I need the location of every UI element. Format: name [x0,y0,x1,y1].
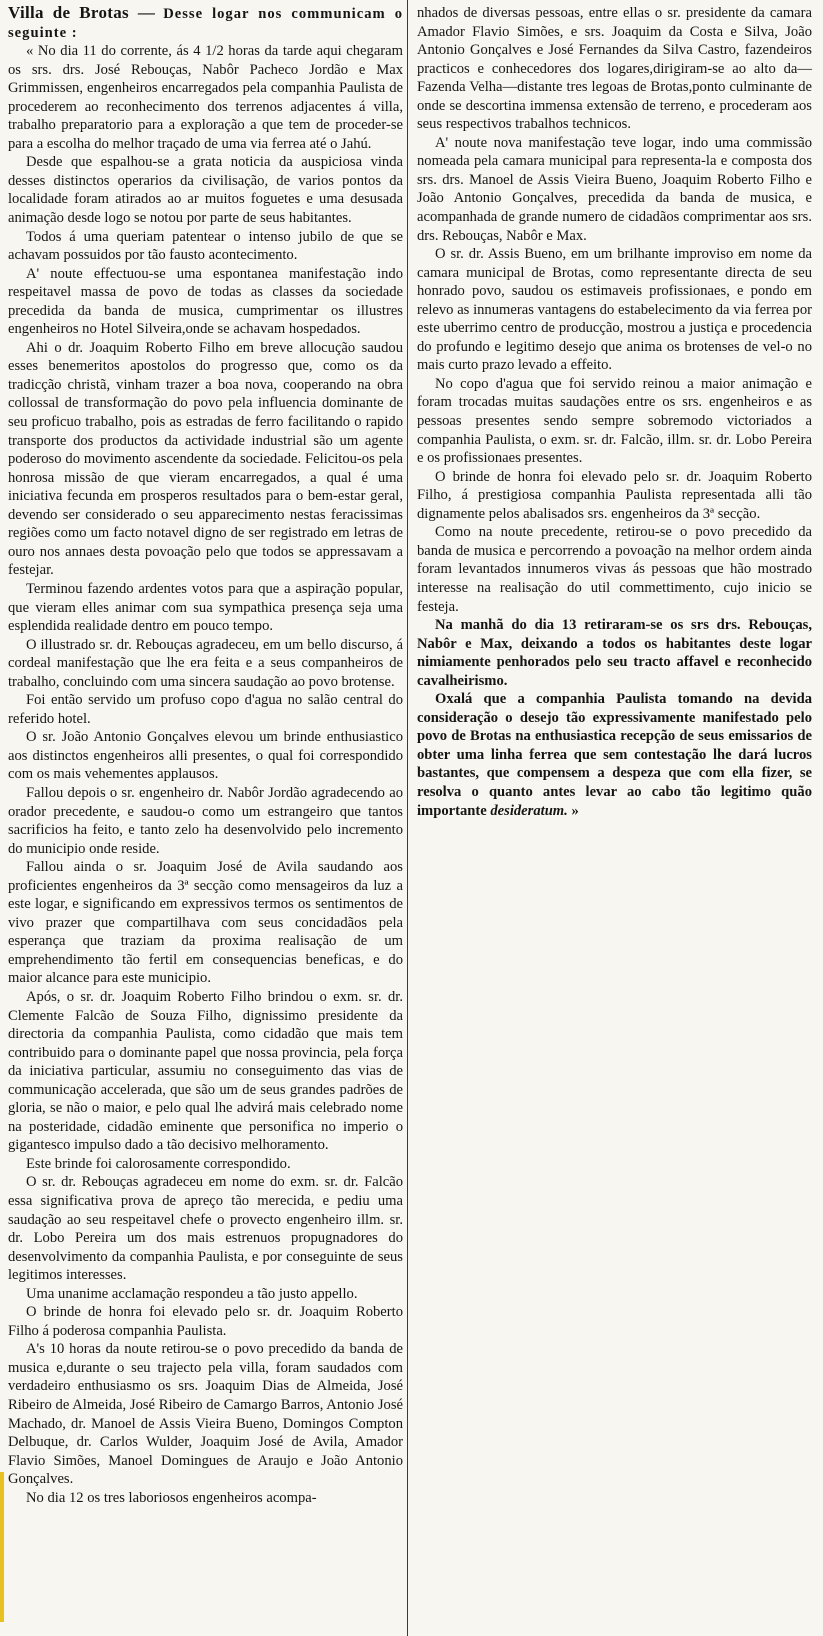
article-paragraph: A' noute effectuou-se uma espontanea manifestação indo respeitavel massa de povo de todas as classes da sociedade precedida da banda de musica, cumprimentar os illustres engenheiros no Hotel Silveira,onde se achavam hospedados. [8,265,403,338]
article-paragraph: No copo d'agua que foi servido reinou a maior animação e foram trocadas muitas saudações entre os srs. engenheiros e as pessoas presentes sendo sempre sobremodo victoriados a companhia Paulista, o exm. sr. dr. Falcão, illm. sr. dr. Lobo Pereira e os profissionaes presentes. [417,375,812,467]
article-paragraph: Todos á uma queriam patentear o intenso jubilo de que se achavam possuidos por tão fausto acontecimento. [8,228,403,264]
article-paragraph: O sr. dr. Rebouças agradeceu em nome do exm. sr. dr. Falcão essa significativa prova de apreço tão merecida, e pediu uma saudação ao seu respeitavel chefe o provecto engenheiro illm. sr. dr. Lobo Pereira um dos mais estrenuos propugnadores do desenvolvimento da companhia Paulista, e por conseguinte de seus legitimos interesses. [8,1174,403,1284]
right-column [417,4,812,820]
article-paragraph: Na manhã do dia 13 retiraram-se os srs drs. Rebouças, Nabôr e Max, deixando a todos os habitantes deste logar nimiamente penhorados pelo seu tracto affavel e reconhecido cavalheirismo. [417,617,812,689]
margin-highlight [0,1472,4,1622]
article-paragraph: Foi então servido um profuso copo d'agua no salão central do referido hotel. [8,692,403,727]
article-paragraph: nhados de diversas pessoas, entre ellas o sr. presidente da camara Amador Flavio Simões, e srs. Joaquim da Costa e Silva, João Antonio Gonçalves e José Fernandes da Silva Castro, fazendeiros practicos e conhecedores dos logares,dirigiram-se ao alto da—Fazenda Velha—distante tres legoas de Brotas,ponto culminante de onde se descortina immensa extensão de terreno, e procederam aos seus respectivos trabalhos technicos. [417,5,812,133]
article-paragraph: O sr. João Antonio Gonçalves elevou um brinde enthusiastico aos distinctos engenheiros alli presentes, o qual foi correspondido com os mais vehementes applausos. [8,729,403,783]
article-heading: Villa de Brotas — [8,3,156,22]
left-column-body [8,42,403,1507]
article-paragraph: Ahi o dr. Joaquim Roberto Filho em breve allocução saudou esses benemeritos apostolos do progresso que, como os da tradicção christã, vinham trazer a boa nova, cooperando na obra collossal de transformação do povo pela influencia dominante de seu proficuo trabalho, pois as estradas de ferro facilitando o rapido transporte dos productos da actividade industrial são um agente poderoso do movimento ascendente da sociedade. Felicitou-os pela honrosa missão de que vieram encarregados, a qual é uma iniciativa fecunda em prosperos resultados para o bem-estar geral, devendo ser considerado o seu apparecimento nestas feracissimas regiões como um facto notavel digno de ser registrado em letras de ouro nos annaes desta povoação pelo que todos se appressavam a festejar. [8,339,403,579]
article-paragraph: Fallou depois o sr. engenheiro dr. Nabôr Jordão agradecendo ao orador precedente, e saudou-o como um estrangeiro que tantos sacrificios ha feito, e tanto zelo ha desenvolvido pelo incremento do municipio onde reside. [8,784,403,857]
closing-end: » [567,802,579,819]
article-paragraph: O brinde de honra foi elevado pelo sr. dr. Joaquim Roberto Filho, á prestigiosa companhia Paulista representada alli tão dignamente pelos abalisados srs. engenheiros da 3ª secção. [417,468,812,522]
article-paragraph: Este brinde foi calorosamente correspondido. [26,1155,291,1172]
article-paragraph: O sr. dr. Assis Bueno, em um brilhante improviso em nome da camara municipal de Brotas, como representante directa de seu honrado povo, saudou os estimaveis profissionaes, e pondo em relevo as innumeras vantagens do estabelecimento da via ferrea por este uberrimo centro de producção, mostrou a justiça e procedencia do profundo e legitimo desejo que anima os brotenses de vel-o no mais curto prazo levado a effeito. [417,246,812,374]
article-heading-rest: Desse logar nos communicam o seguinte : [8,6,403,41]
article-paragraph: Fallou ainda o sr. Joaquim José de Avila saudando aos proficientes engenheiros da 3ª secção como mensageiros da luz a este logar, e significando em expressivos termos os sentimentos de vivo prazer que compartilhava com seus concidadãos pela esperança que traziam da proxima realisação de um emprehendimento tão fertil em consequencias beneficas, e do maior alcance para este municipio. [8,859,403,987]
closing-text: Oxalá que a companhia Paulista tomando na devida consideração o desejo tão expressivamente manifestado pelo povo de Brotas na enthusiastica recepção de seus emissarios de obter uma linha ferrea que sem contestação lhe dará lucros bastantes, que compensem a despeza que com ella fizer, se resolva o quanto antes levar ao cabo tão legitimo quão importante [417,691,812,819]
closing-paragraph [417,690,812,820]
article-headline [8,4,403,42]
left-column [8,4,403,1507]
article-paragraph: A's 10 horas da noute retirou-se o povo precedido da banda de musica e,durante o seu trajecto pela villa, foram saudados com verdadeiro enthusiasmo os srs. Joaquim Dias de Almeida, José Ribeiro de Almeida, José Ribeiro de Camargo Barros, Antonio José Machado, dr. Manoel de Assis Vieira Bueno, Domingos Compton Delbuque, dr. Carlos Wulder, Joaquim José de Avila, Amador Flavio Simões, Manoel Domingues de Araujo e João Antonio Gonçalves. [8,1341,403,1488]
right-column-body [417,4,812,690]
article-paragraph: Terminou fazendo ardentes votos para que a aspiração popular, que vieram elles animar com sua sympathica presença seja uma esplendida realidade dentro em pouco tempo. [8,580,403,635]
closing-italic: desideratum. [490,802,568,819]
article-paragraph: « No dia 11 do corrente, ás 4 1/2 horas da tarde aqui chegaram os srs. drs. José Rebouças, Nabôr Pacheco Jordão e Max Grimmissen, engenheiros encarregados pela companhia Paulista de procederem ao reconhecimento dos terrenos adjacentes á villa, trabalho preparatorio para a exploração a que tem de proceder-se para a escolha do melhor traçado de uma via ferrea até o Jahú. [8,43,403,152]
article-paragraph: O brinde de honra foi elevado pelo sr. dr. Joaquim Roberto Filho á poderosa companhia Paulista. [8,1304,403,1339]
article-paragraph: Como na noute precedente, retirou-se o povo precedido da banda de musica e percorrendo a povoação na melhor ordem ainda foram levantados innumeros vivas ás pessoas que hão mostrado interesse na realisação do util commettimento, cujo inicio se festeja. [417,524,812,615]
article-paragraph: Uma unanime acclamação respondeu a tão justo appello. [26,1285,358,1302]
article-paragraph: No dia 12 os tres laboriosos engenheiros acompa- [26,1489,317,1506]
article-paragraph: Desde que espalhou-se a grata noticia da auspiciosa vinda desses distinctos operarios da civilisação, de varios pontos da localidade foram atirados ao ar muitos foguetes e uma desusada animação desde logo se notou por parte de seus habitantes. [8,154,403,227]
article-paragraph: Após, o sr. dr. Joaquim Roberto Filho brindou o exm. sr. dr. Clemente Falcão de Souza Filho, dignissimo presidente da directoria da companhia Paulista, como cidadão que mais tem contribuido para o dominante papel que nossa provincia, pela força da iniciativa particular, assumiu no conseguimento das vias de communicação accelerada, que são um de seus grandes padrões de gloria, se não o maior, e pelo qual lhe advirá mais celebrado nome na posteridade, cidadão eminente que personifica no imperio o gigantesco impulso dado a tão decisivo melhoramento. [8,988,403,1154]
column-rule [407,0,408,1636]
article-paragraph: O illustrado sr. dr. Rebouças agradeceu, em um bello discurso, á cordeal manifestação que lhe era feita e a seus companheiros de trabalho, concluindo com uma sincera saudação ao povo brotense. [8,636,403,690]
article-paragraph: A' noute nova manifestação teve logar, indo uma commissão nomeada pela camara municipal para representa-la e composta dos srs. drs. Manoel de Assis Vieira Bueno, Joaquim Roberto Filho e João Antonio Gonçalves, precedida da banda de musica, e acompanhada de grande numero de cidadãos comprimentar aos srs. drs. Rebouças, Nabôr e Max. [417,134,812,244]
